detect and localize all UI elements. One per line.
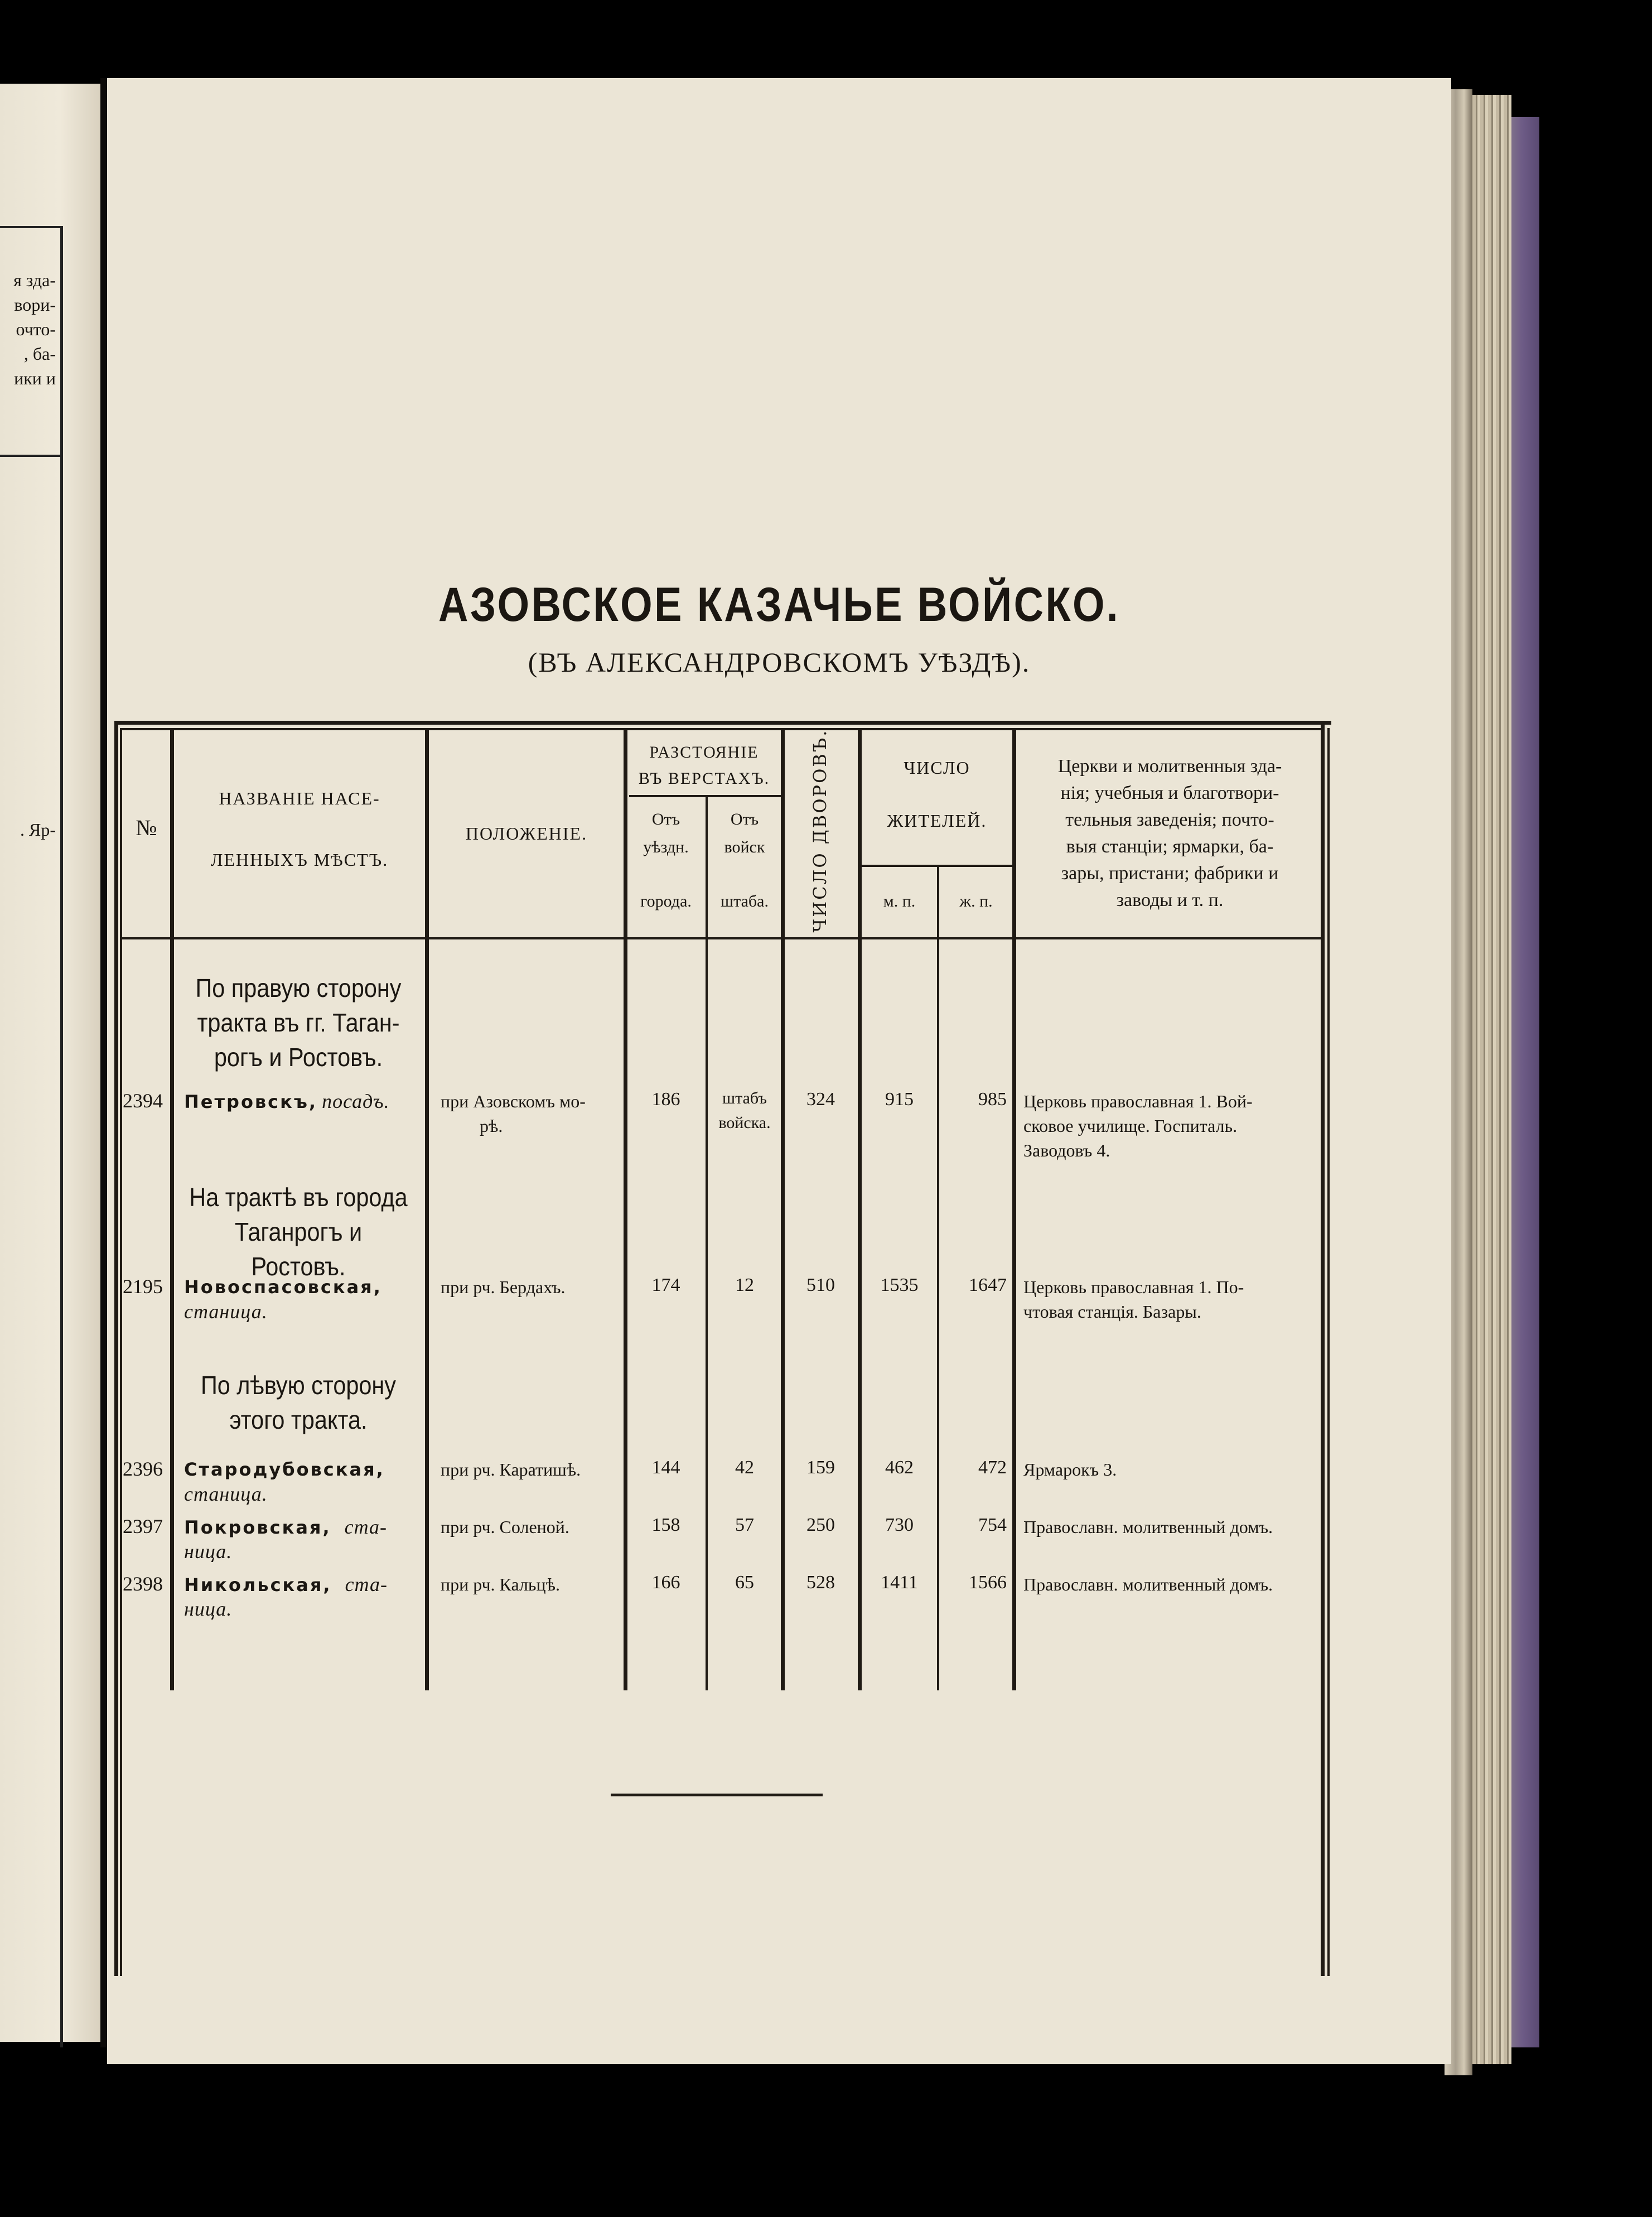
row-place-kind: ница.	[184, 1540, 233, 1563]
row-description-line: Православн. молитвенный домъ.	[1023, 1574, 1273, 1594]
row-name-kind	[184, 1539, 424, 1564]
header-distance-line2: ВЪ ВЕРСТАХЪ.	[638, 769, 770, 788]
left-page-column-line	[60, 226, 63, 2047]
header-number: №	[136, 815, 157, 840]
row-female: 754	[978, 1515, 1007, 1535]
row-name	[184, 1572, 424, 1597]
row-distance-town: 144	[651, 1457, 680, 1478]
section-heading-line: По правую сторону	[195, 973, 402, 1003]
row-position-line: при рч. Соленой.	[441, 1517, 569, 1537]
table-left-border-inner	[120, 728, 122, 1976]
row-distance-town: 166	[651, 1572, 680, 1593]
header-female: ж. п.	[959, 892, 993, 910]
header-description-line1: Церкви и молитвенныя зда-	[1057, 756, 1282, 777]
left-page-fragment: очто-	[16, 319, 56, 339]
header-description-line6: заводы и т. п.	[1116, 890, 1224, 910]
header-from-town-line1: Отъ	[651, 810, 680, 828]
row-name	[184, 1515, 424, 1540]
header-description-line5: зары, пристани; фабрики и	[1061, 863, 1279, 884]
row-place-kind: станица.	[184, 1300, 268, 1323]
left-page-fragment: ики и	[14, 368, 56, 388]
row-place-kind: ста-	[344, 1516, 388, 1538]
row-description-line: Ярмарокъ 3.	[1023, 1459, 1117, 1479]
header-position: ПОЛОЖЕНІЕ.	[465, 823, 588, 844]
row-distance-hq: 57	[735, 1515, 754, 1535]
row-distance-hq: 42	[735, 1457, 754, 1478]
left-page-side-fragment: . Яр-	[20, 820, 56, 840]
row-name	[184, 1275, 424, 1299]
page-subtitle: (ВЪ АЛЕКСАНДРОВСКОМЪ УѢЗДѢ).	[528, 647, 1031, 678]
row-households: 528	[806, 1572, 835, 1593]
row-distance-town: 174	[651, 1275, 680, 1295]
column-divider	[858, 728, 862, 1690]
section-heading-line: тракта въ гг. Таган-	[197, 1008, 400, 1037]
row-female: 985	[978, 1089, 1007, 1110]
row-place-name: Никольская,	[184, 1574, 332, 1596]
row-households: 324	[806, 1089, 835, 1110]
left-page-fragment: я зда-	[13, 270, 56, 290]
row-number: 2396	[123, 1458, 163, 1480]
row-number: 2398	[123, 1573, 163, 1595]
header-description-line4: выя станціи; ярмарки, ба-	[1066, 836, 1274, 857]
end-rule	[611, 1794, 823, 1796]
row-distance-town: 186	[651, 1089, 680, 1110]
row-place-kind: станица.	[184, 1483, 268, 1505]
row-female: 1566	[969, 1572, 1007, 1593]
header-from-town-line3: города.	[640, 892, 692, 910]
left-page-fragment: , ба-	[23, 344, 56, 364]
left-page-rule-bottom	[0, 455, 60, 457]
row-description-line: Православн. молитвенный домъ.	[1023, 1517, 1273, 1537]
row-position-line: при Азовскомъ мо-	[441, 1091, 586, 1111]
row-female: 472	[978, 1457, 1007, 1478]
row-male: 730	[885, 1515, 914, 1535]
table-top-rule	[114, 721, 1331, 725]
row-place-name: Новоспасовская,	[184, 1276, 382, 1298]
header-distance-line1: РАЗСТОЯНІЕ	[649, 743, 759, 762]
section-heading-line: рогъ и Ростовъ.	[214, 1043, 383, 1072]
row-distance-hq-line: штабъ	[722, 1089, 767, 1107]
column-divider	[170, 728, 174, 1690]
row-description-line: чтовая станція. Базары.	[1023, 1302, 1201, 1322]
row-male: 1535	[880, 1275, 919, 1295]
column-divider	[425, 728, 429, 1690]
table-right-border-inner	[1327, 728, 1330, 1976]
header-name-line1: НАЗВАНІЕ НАСЕ-	[219, 788, 380, 808]
page-stack-edge	[1472, 95, 1511, 2064]
row-name	[184, 1089, 424, 1114]
row-male: 1411	[881, 1572, 918, 1593]
row-name	[184, 1457, 424, 1482]
row-distance-hq-line: войска.	[718, 1114, 771, 1132]
row-description-line: Церковь православная 1. По-	[1023, 1277, 1244, 1297]
row-description-line: сковое училище. Госпиталь.	[1023, 1116, 1238, 1136]
row-female: 1647	[969, 1275, 1007, 1295]
header-male: м. п.	[883, 892, 916, 910]
row-position-line: при рч. Бердахъ.	[441, 1277, 566, 1297]
header-households: ЧИСЛО ДВОРОВЪ.	[809, 729, 830, 933]
page-title: АЗОВСКОЕ КАЗАЧЬЕ ВОЙСКО.	[438, 578, 1120, 632]
row-place-kind: ница.	[184, 1598, 233, 1620]
row-number: 2195	[123, 1275, 163, 1298]
row-place-name: Покровская,	[184, 1517, 331, 1538]
section-heading-line: На трактѣ въ города	[189, 1183, 408, 1212]
book-gutter	[100, 78, 107, 2047]
column-divider	[937, 865, 939, 1690]
header-name-line2: ЛЕННЫХЪ МѢСТЪ.	[210, 850, 389, 870]
column-divider	[781, 728, 785, 1690]
row-position-line: рѣ.	[480, 1116, 503, 1136]
row-place-kind: ста-	[345, 1573, 388, 1596]
row-position-line: при рч. Каратишѣ.	[441, 1459, 581, 1479]
header-from-hq-line3: штаба.	[721, 892, 769, 910]
column-divider	[624, 728, 627, 1690]
row-distance-hq: 12	[735, 1275, 754, 1295]
header-inhabitants-line2: ЖИТЕЛЕЙ.	[887, 811, 987, 831]
table-left-border	[114, 721, 118, 1976]
section-heading-line: этого тракта.	[229, 1405, 368, 1434]
row-distance-town: 158	[651, 1515, 680, 1535]
row-name-kind	[184, 1299, 424, 1324]
row-place-kind: посадъ.	[322, 1090, 390, 1112]
row-male: 462	[885, 1457, 914, 1478]
row-households: 250	[806, 1515, 835, 1535]
left-page-fragment: вори-	[14, 295, 56, 315]
row-name-kind	[184, 1597, 424, 1622]
header-inhabitants-line1: ЧИСЛО	[904, 758, 970, 778]
row-position-line: при рч. Кальцѣ.	[441, 1574, 561, 1594]
section-heading-line: По лѣвую сторону	[201, 1371, 396, 1400]
row-name-kind	[184, 1482, 424, 1507]
column-divider	[1012, 728, 1016, 1690]
section-heading-line: Таганрогъ и Ростовъ.	[234, 1217, 363, 1281]
row-number: 2394	[123, 1090, 163, 1112]
left-page-rule-top	[0, 226, 60, 228]
header-description-line3: тельныя заведенія; почто-	[1065, 809, 1274, 830]
row-households: 510	[806, 1275, 835, 1295]
row-place-name: Стародубовская,	[184, 1459, 385, 1480]
row-description-line: Церковь православная 1. Вой-	[1023, 1091, 1253, 1111]
row-distance-hq: 65	[735, 1572, 754, 1593]
table-top-rule-inner	[120, 728, 1325, 730]
table-header-rule	[120, 937, 1325, 939]
left-facing-page	[0, 84, 100, 2042]
header-from-hq-line2: войск	[724, 838, 765, 856]
row-number: 2397	[123, 1515, 163, 1538]
book-cover-edge	[1511, 117, 1539, 2047]
row-households: 159	[806, 1457, 835, 1478]
header-description-line2: нія; учебныя и благотвори-	[1060, 783, 1279, 803]
header-from-town-line2: уѣздн.	[643, 838, 689, 856]
row-male: 915	[885, 1089, 914, 1110]
row-place-name: Петровскъ,	[184, 1091, 318, 1112]
column-divider	[706, 795, 708, 1690]
header-from-hq-line1: Отъ	[730, 810, 759, 828]
row-description-line: Заводовъ 4.	[1023, 1140, 1110, 1160]
